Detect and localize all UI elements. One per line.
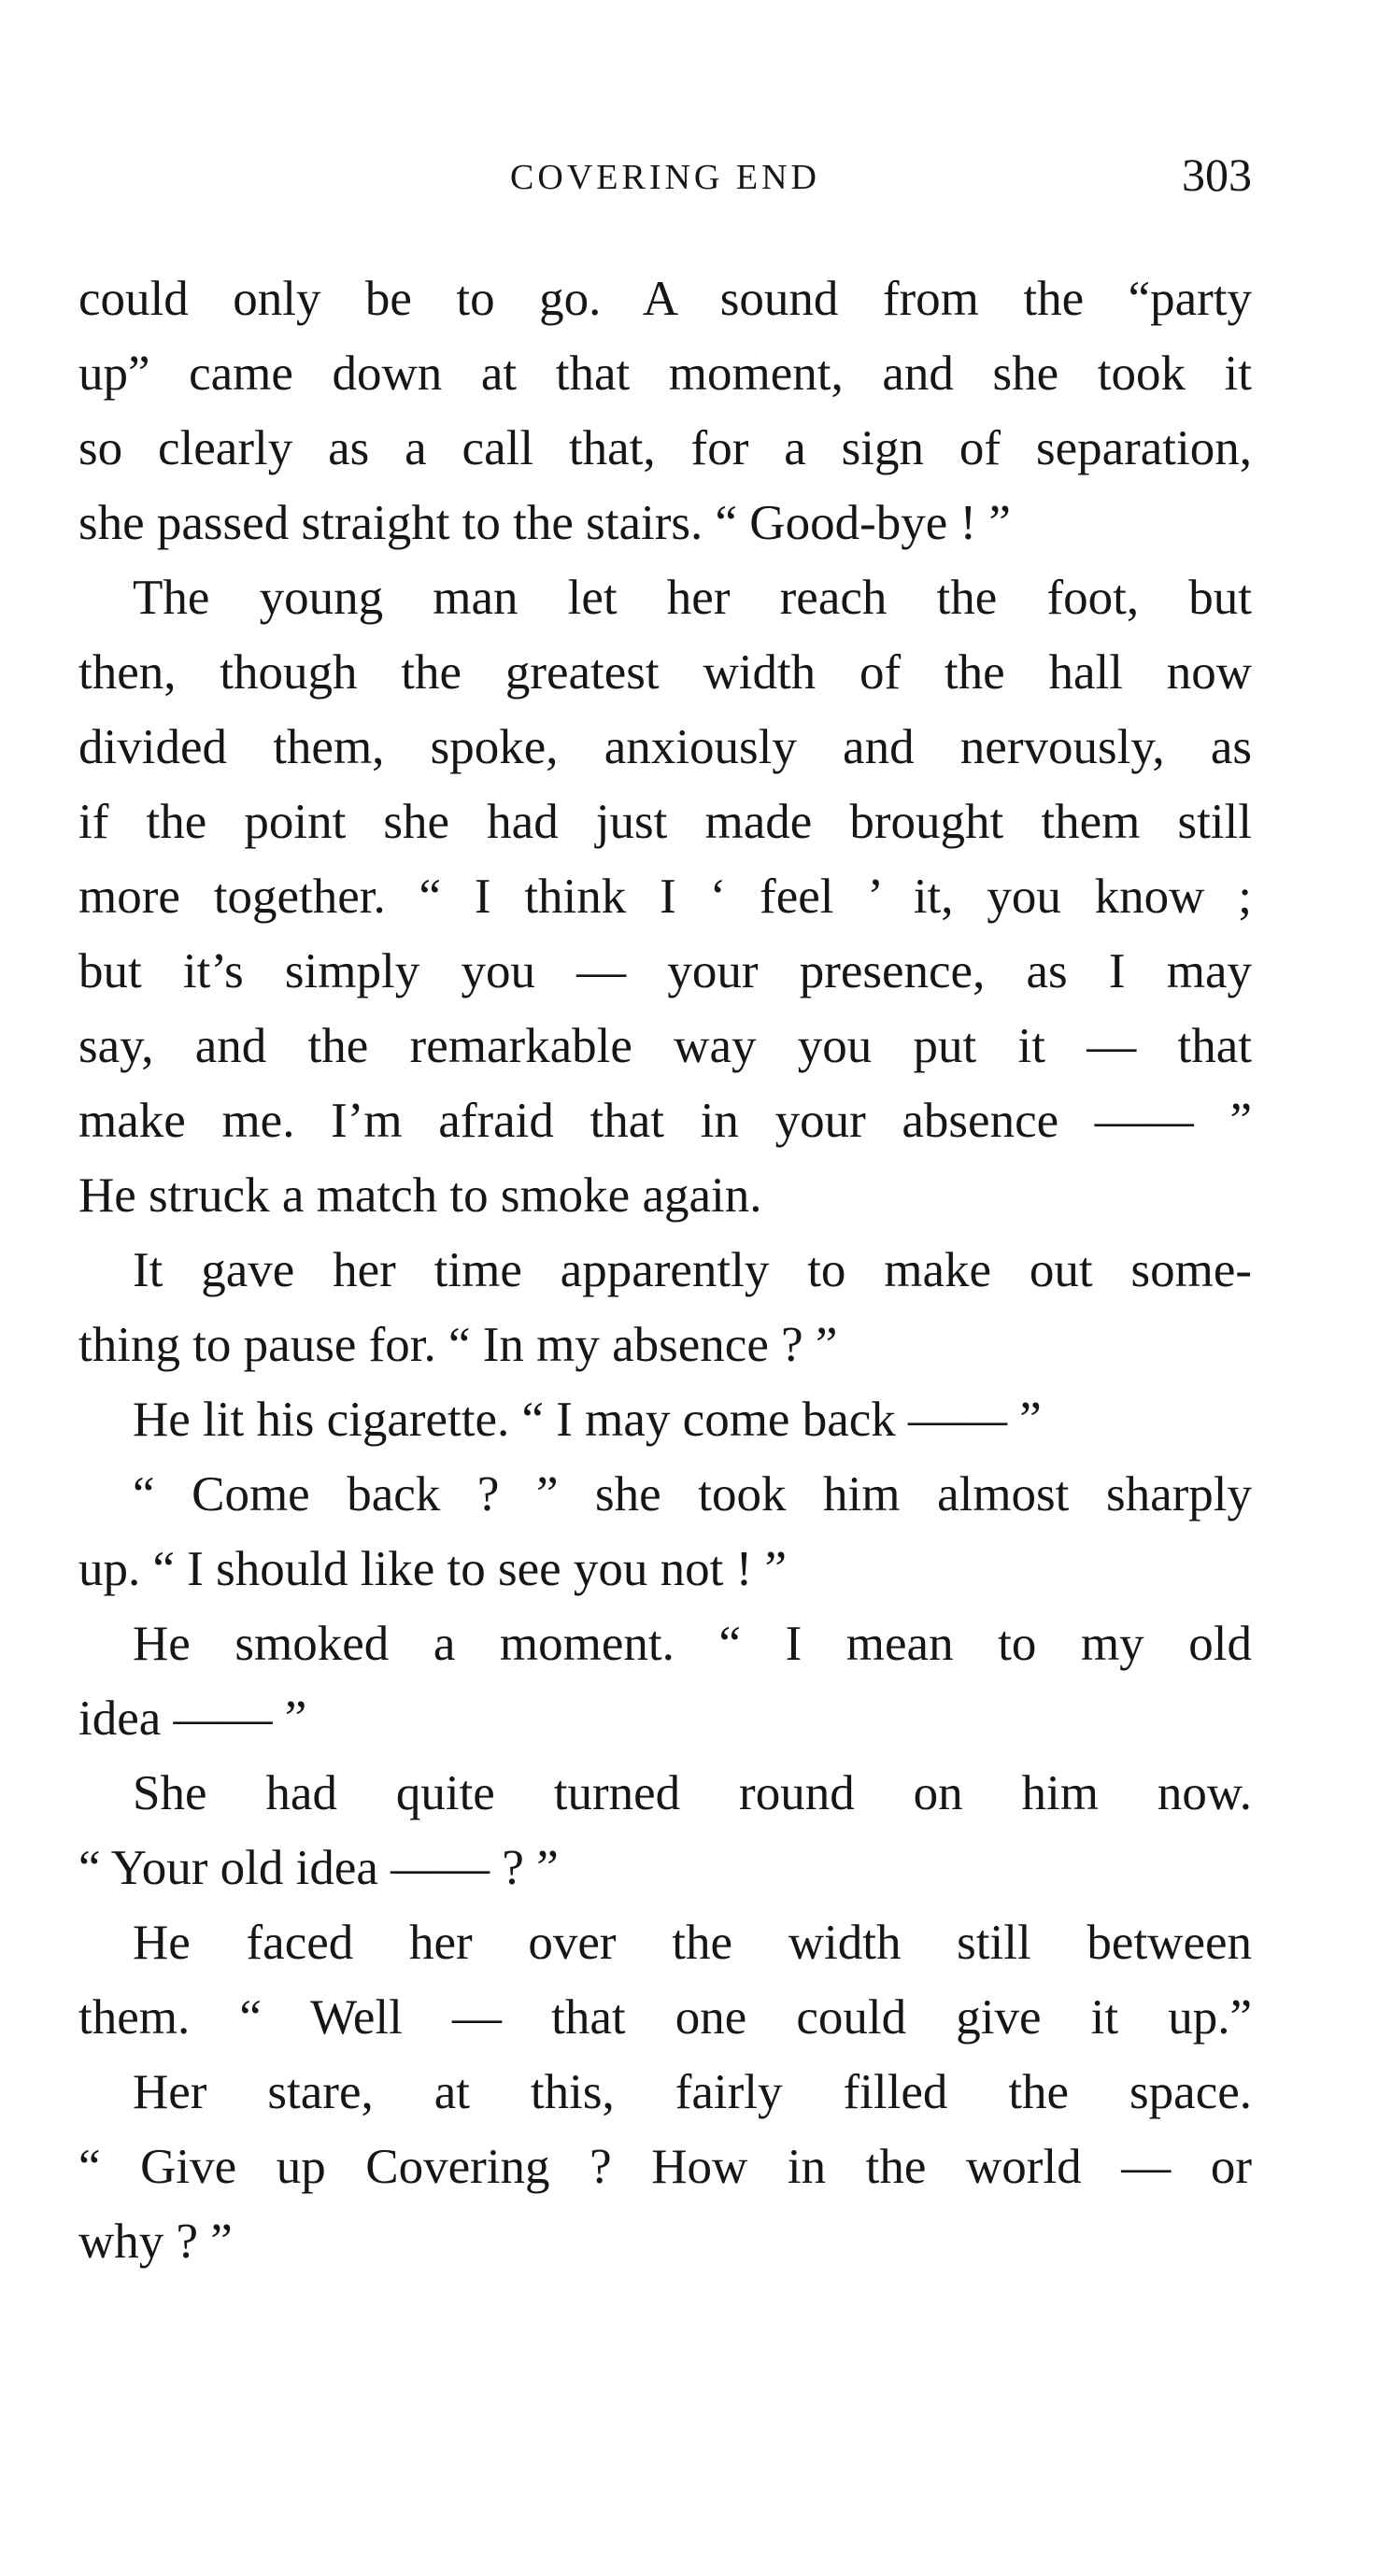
- text-line: more together. “ I think I ‘ feel ’ it, you know ;: [78, 870, 1252, 924]
- page-number: 303: [1182, 149, 1252, 201]
- text-line: divided them, spoke, anxiously and nervously, as: [78, 720, 1252, 774]
- text-line: she passed straight to the stairs. “ Good-bye ! ”: [78, 496, 1011, 550]
- body-text: [78, 262, 1252, 2279]
- text-line: then, though the greatest width of the hall now: [78, 645, 1252, 700]
- text-line: them. “ Well — that one could give it up.”: [78, 1990, 1252, 2045]
- text-line: He struck a match to smoke again.: [78, 1168, 762, 1223]
- text-line: He faced her over the width still between: [133, 1916, 1252, 1970]
- text-line: but it’s simply you — your presence, as I may: [78, 944, 1252, 998]
- text-line: idea —— ”: [78, 1691, 307, 1746]
- text-line: “ Come back ? ” she took him almost sharply: [133, 1467, 1252, 1522]
- running-title: COVERING END: [510, 158, 820, 197]
- text-line: thing to pause for. “ In my absence ? ”: [78, 1318, 838, 1372]
- text-line: why ? ”: [78, 2215, 233, 2269]
- text-line: The young man let her reach the foot, but: [133, 571, 1252, 625]
- text-line: He lit his cigarette. “ I may come back —— ”: [133, 1393, 1042, 1447]
- text-line: Her stare, at this, fairly filled the space.: [133, 2065, 1252, 2119]
- text-line: make me. I’m afraid that in your absence —— ”: [78, 1094, 1252, 1148]
- text-line: “ Give up Covering ? How in the world — or: [78, 2140, 1252, 2194]
- text-line: could only be to go. A sound from the “party: [78, 272, 1252, 326]
- text-line: if the point she had just made brought them still: [78, 795, 1252, 849]
- text-line: It gave her time apparently to make out some-: [133, 1243, 1252, 1297]
- text-line: up. “ I should like to see you not ! ”: [78, 1542, 788, 1596]
- text-line: She had quite turned round on him now.: [133, 1766, 1252, 1820]
- text-line: so clearly as a call that, for a sign of separation,: [78, 421, 1252, 475]
- text-line: He smoked a moment. “ I mean to my old: [133, 1617, 1252, 1671]
- text-line: “ Your old idea —— ? ”: [78, 1841, 559, 1895]
- running-head: [78, 140, 1252, 205]
- text-line: up” came down at that moment, and she took it: [78, 347, 1252, 401]
- text-line: say, and the remarkable way you put it — that: [78, 1019, 1252, 1073]
